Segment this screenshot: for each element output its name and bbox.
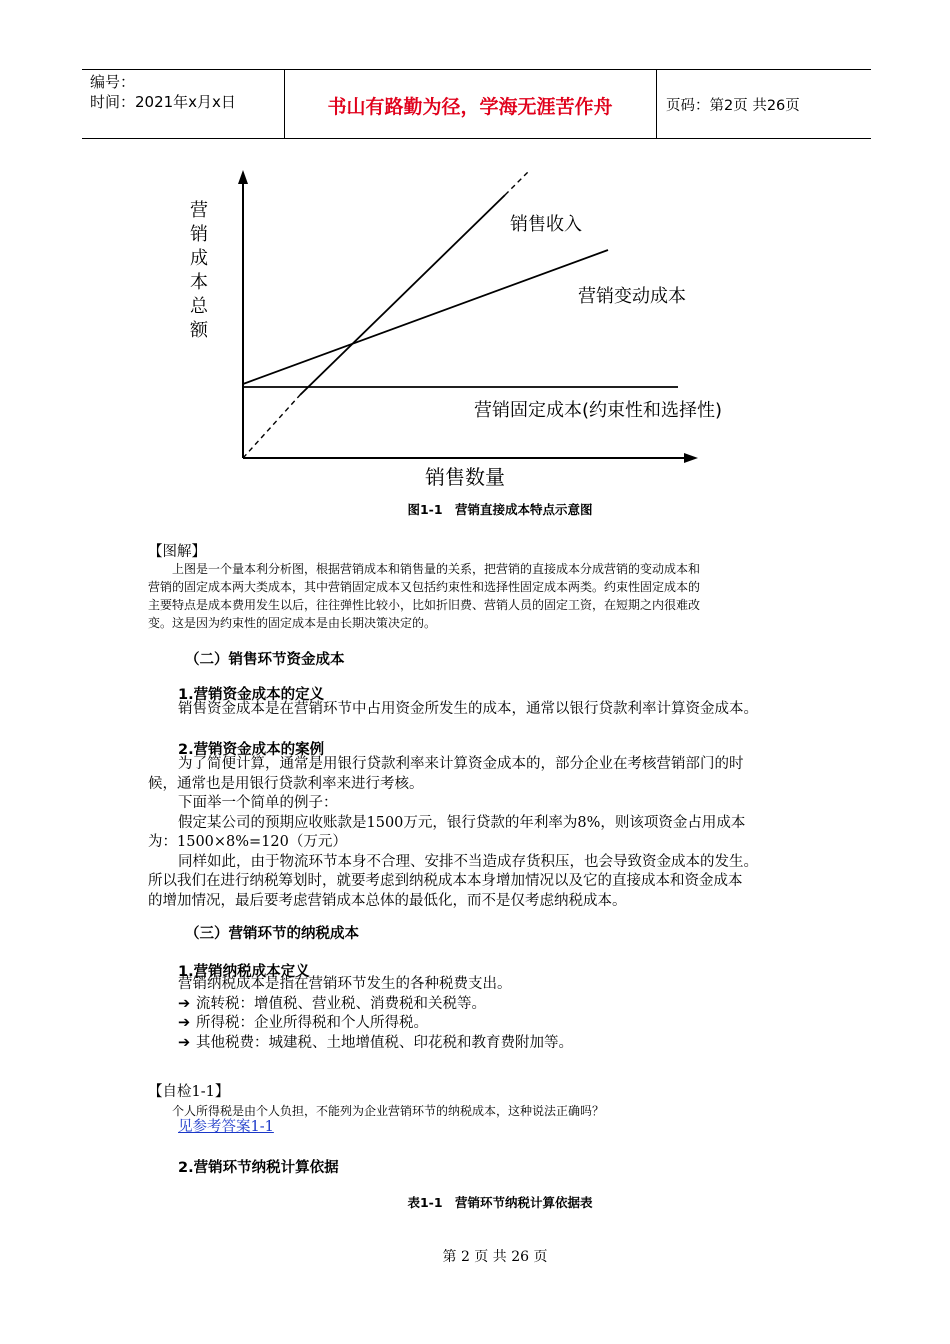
- paragraph-line: 下面举一个简单的例子：: [178, 795, 338, 811]
- subsection-title: 1.营销资金成本的定义: [178, 687, 325, 703]
- x-axis-label: 销售数量: [425, 465, 505, 489]
- figure-caption: 图1-1 营销直接成本特点示意图: [407, 502, 593, 517]
- section-title: （三）营销环节的纳税成本: [185, 926, 359, 942]
- header-motto: 书山有路勤为径，学海无涯苦作舟: [327, 96, 613, 118]
- y-label-char: 营: [190, 200, 208, 221]
- bullet-item: [178, 1014, 828, 1034]
- paragraph-line: 为：1500×8%=120（万元）: [148, 834, 347, 850]
- case-text: [148, 755, 848, 911]
- bullet-item: [178, 1034, 828, 1054]
- revenue-line-dashed: [243, 395, 300, 458]
- table-caption: 表1-1 营销环节纳税计算依据表: [407, 1195, 593, 1210]
- explanation-line: 营销的固定成本两大类成本，其中营销固定成本又包括约束性和选择性固定成本两类。约束性固定成本的: [148, 580, 701, 594]
- explanation-title: 【图解】: [148, 544, 206, 560]
- selfcheck-question: 个人所得税是由个人负担，不能列为企业营销环节的纳税成本，这种说法正确吗？: [172, 1104, 605, 1118]
- explanation-text: [148, 560, 848, 632]
- fixed-cost-label: 营销固定成本(约束性和选择性): [474, 400, 723, 421]
- revenue-line-dashed: [505, 170, 530, 195]
- y-axis-label: [190, 200, 209, 341]
- explanation-line: 主要特点是成本费用发生以后，往往弹性比较小，比如折旧费、营销人员的固定工资，在短期之内很难改: [148, 598, 701, 612]
- cost-diagram: [0, 0, 950, 500]
- answer-link[interactable]: 见参考答案1-1: [178, 1119, 274, 1135]
- paragraph: 营销纳税成本是指在营销环节发生的各种税费支出。: [178, 976, 512, 992]
- explanation-line: 变。这是因为约束性的固定成本是由长期决策决定的。: [148, 616, 437, 630]
- y-label-char: 本: [190, 272, 208, 293]
- y-label-char: 销: [190, 224, 208, 245]
- selfcheck-title: 【自检1-1】: [148, 1084, 230, 1100]
- paragraph-line: 同样如此，由于物流环节本身不合理、安排不当造成存货积压，也会导致资金成本的发生。: [178, 853, 758, 870]
- paragraph-line: 假定某公司的预期应收账款是1500万元，银行贷款的年利率为8%，则该项资金占用成本: [178, 814, 746, 831]
- page-footer: 第 2 页 共 26 页: [442, 1249, 548, 1265]
- explanation-line: 上图是一个量本利分析图，根据营销成本和销售量的关系，把营销的直接成本分成营销的变动成本和: [172, 562, 701, 576]
- header-page-info: 页码：第2页 共26页: [666, 98, 800, 114]
- arrow-right-icon: ➔: [178, 1034, 191, 1051]
- subsection-title: 2.营销资金成本的案例: [178, 742, 325, 758]
- revenue-label: 销售收入: [510, 214, 582, 235]
- subsection-title: 2.营销环节纳税计算依据: [178, 1160, 339, 1176]
- bullet-item: [178, 995, 828, 1015]
- header-code: 编号：: [90, 73, 136, 91]
- section-title: （二）销售环节资金成本: [185, 652, 345, 668]
- arrow-right-icon: ➔: [178, 1015, 191, 1031]
- revenue-line: [300, 195, 505, 395]
- tax-definition: [178, 975, 828, 1053]
- bullet-text: 所得税：企业所得税和个人所得税。: [196, 1015, 428, 1031]
- paragraph-line: 为了简便计算，通常是用银行贷款利率来计算资金成本的，部分企业在考核营销部门的时: [178, 756, 744, 772]
- paragraph: 销售资金成本是在营销环节中占用资金所发生的成本，通常以银行贷款利率计算资金成本。: [178, 701, 758, 717]
- bullet-text: 其他税费：城建税、土地增值税、印花税和教育费附加等。: [196, 1034, 573, 1051]
- bullet-text: 流转税：增值税、营业税、消费税和关税等。: [196, 995, 486, 1012]
- paragraph-line: 所以我们在进行纳税筹划时，就要考虑到纳税成本本身增加情况以及它的直接成本和资金成本: [148, 873, 743, 889]
- y-label-char: 额: [190, 320, 208, 341]
- subsection-title: 1.营销纳税成本定义: [178, 964, 310, 980]
- paragraph-line: 候，通常也是用银行贷款利率来进行考核。: [148, 775, 424, 792]
- variable-cost-label: 营销变动成本: [578, 286, 686, 307]
- x-axis-arrow: [684, 453, 698, 463]
- variable-cost-line: [243, 250, 608, 384]
- arrow-right-icon: ➔: [178, 995, 191, 1012]
- paragraph-line: 的增加情况，最后要考虑营销成本总体的最低化，而不是仅考虑纳税成本。: [148, 892, 627, 909]
- y-label-char: 成: [190, 248, 208, 269]
- y-axis-arrow: [238, 170, 248, 184]
- header-date: 时间：2021年x月x日: [90, 93, 236, 111]
- y-label-char: 总: [190, 296, 208, 317]
